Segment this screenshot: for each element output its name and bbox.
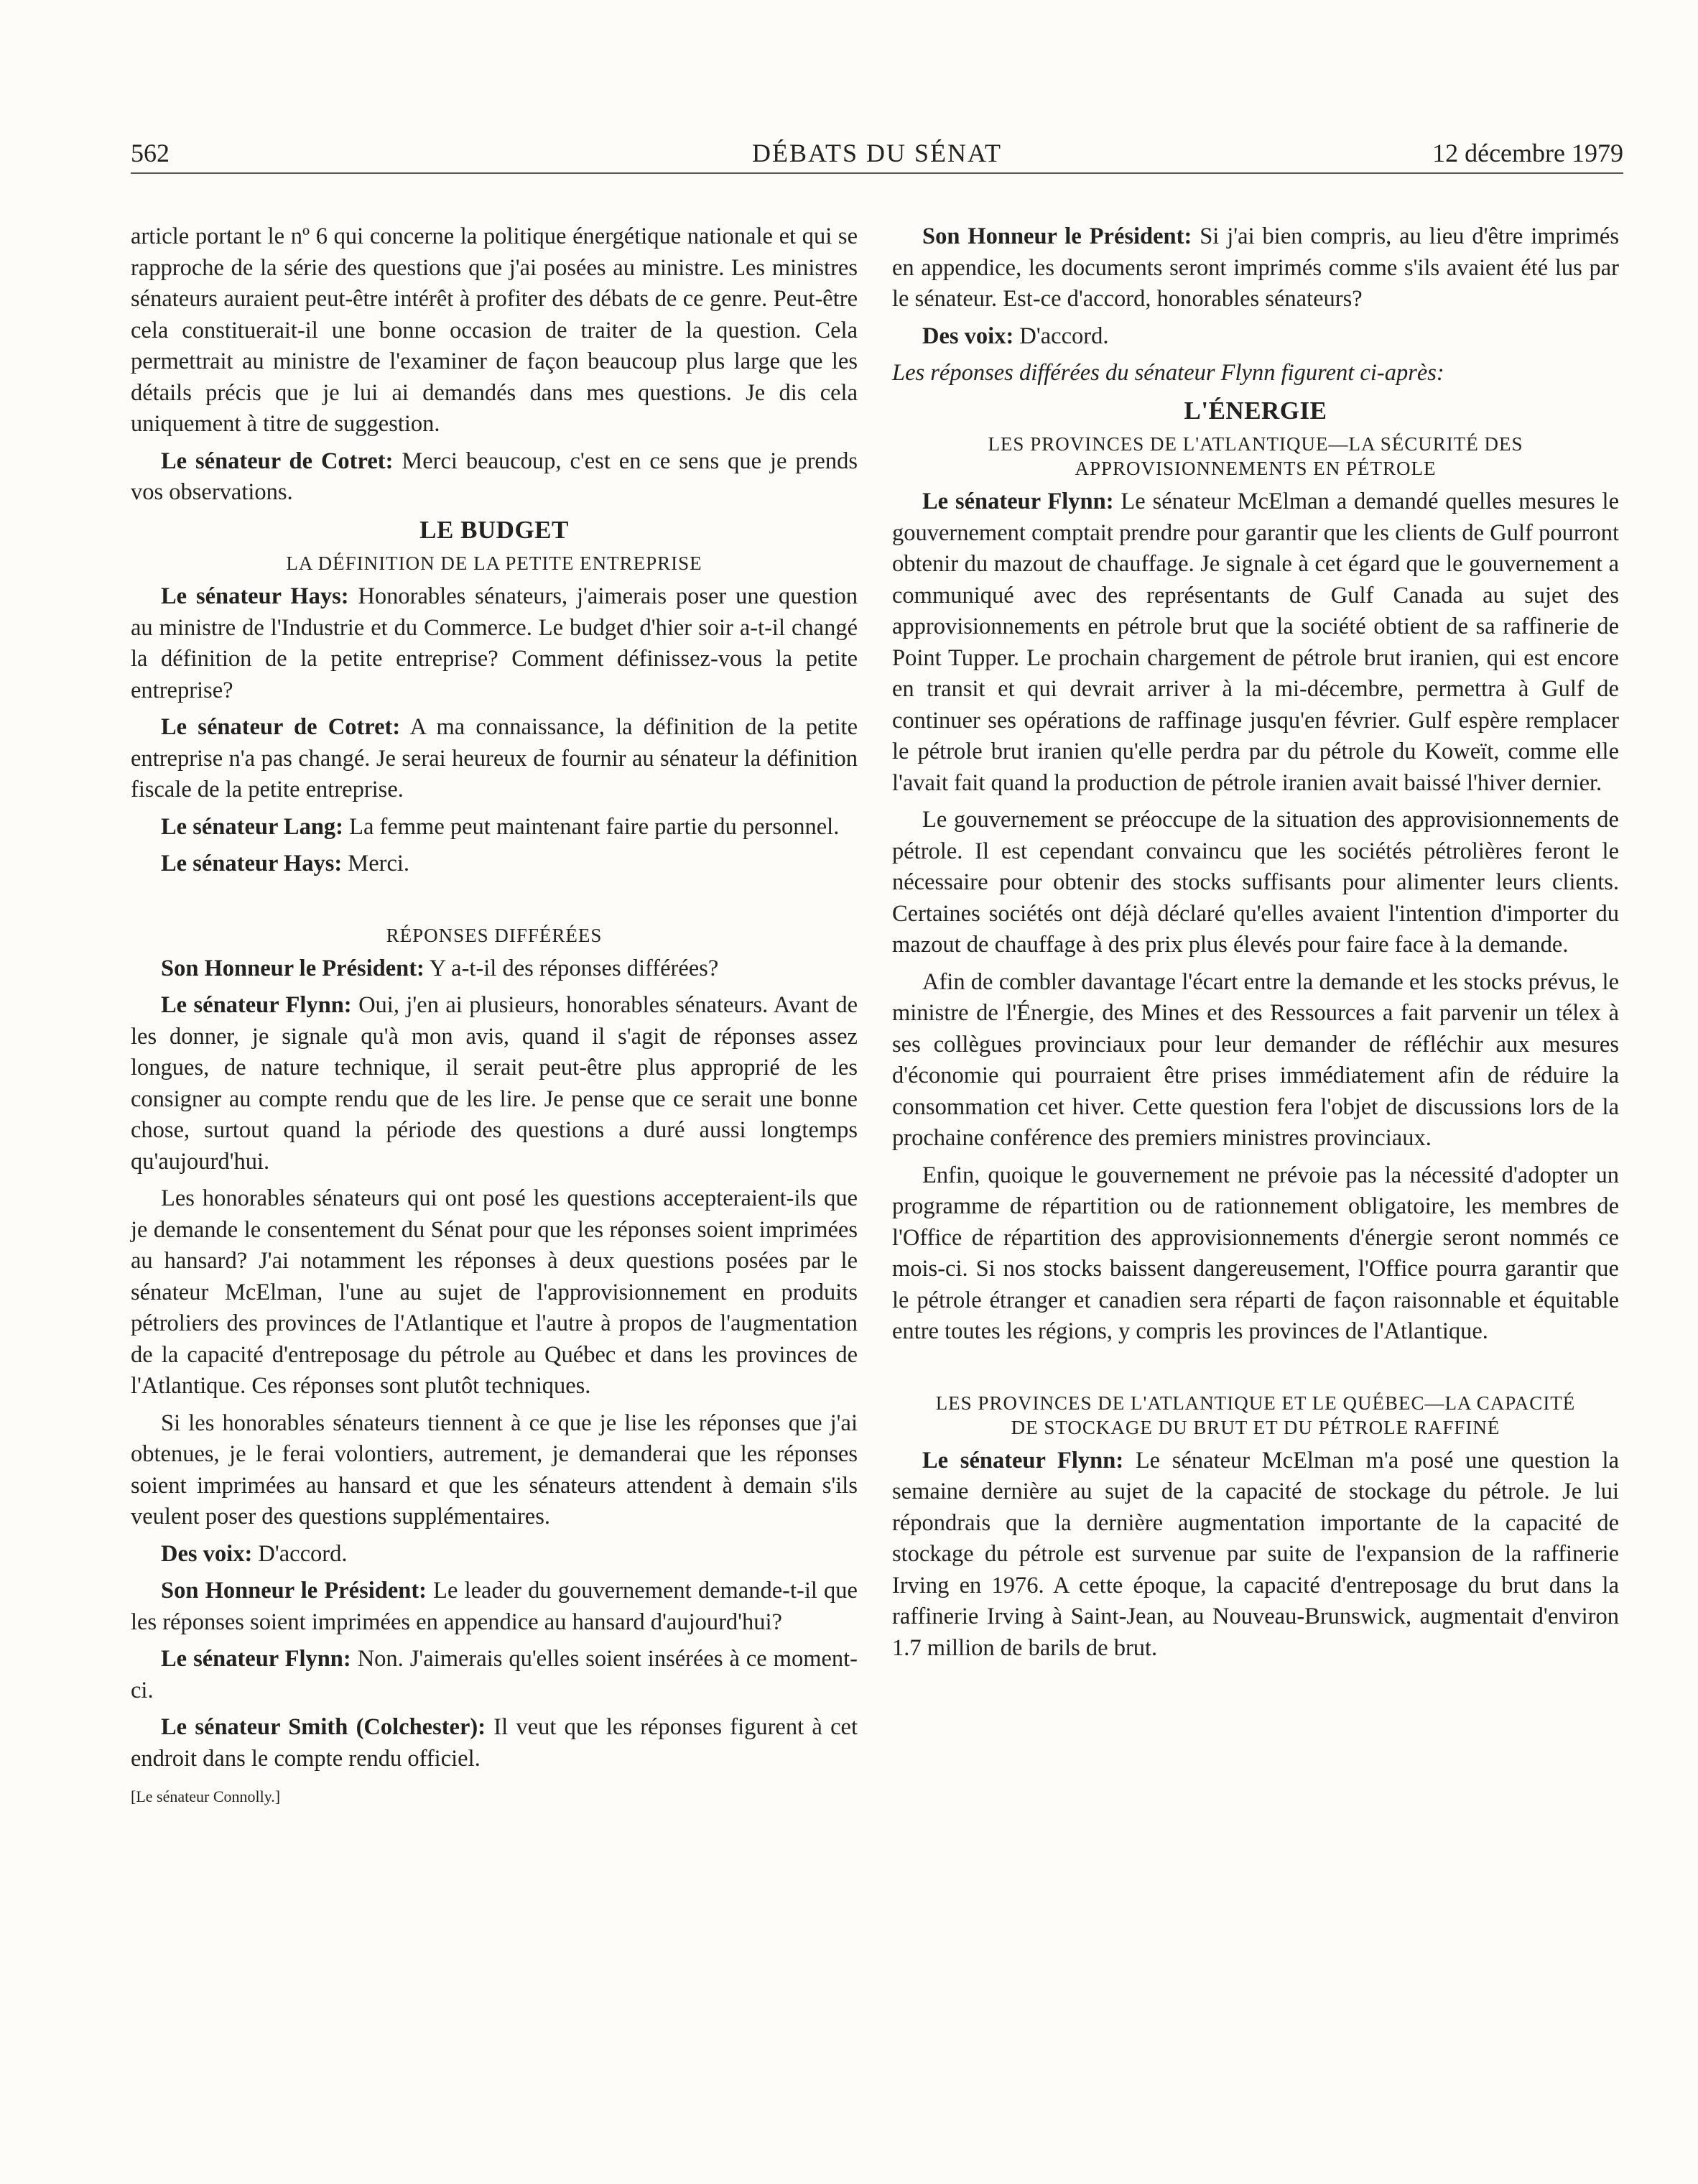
subheading-line: LES PROVINCES DE L'ATLANTIQUE—LA SÉCURITÉ DES [988,433,1523,455]
speaker-name: Des voix: [161,1540,253,1567]
speaker-name: Son Honneur le Président: [161,955,424,981]
speaker-name: Le sénateur Lang: [161,813,343,840]
paragraph [892,321,1619,353]
speech-text: Si j'ai bien compris, au lieu d'être imprimés en appendice, les documents seront imprimés comme s'ils avaient été lus par le sénateur. Est-ce d'accord, honorables sénateurs? [892,223,1619,312]
speech-text: La femme peut maintenant faire partie du personnel. [343,813,840,840]
speaker-name: Le sénateur de Cotret: [161,714,401,740]
section-subheading [892,432,1619,481]
speaker-name: Son Honneur le Président: [922,223,1192,249]
speech-text: D'accord. [252,1540,348,1567]
page-date: 12 décembre 1979 [1432,139,1623,167]
paragraph [892,486,1619,799]
speech-text: Il veut que les réponses figurent à cet endroit dans le compte rendu officiel. [131,1714,858,1772]
speech-text: Le sénateur McElman a demandé quelles mesures le gouvernement comptait prendre pour garantir que les clients de Gulf pourront obtenir du mazout de chauffage. Je signale à cet égard que le gouvernement a communiqué avec des représentants de Gulf Canada au sujet des approvisionnements en pétrole brut que la société obtient de sa raffinerie de Point Tupper. Le prochain chargement de pétrole brut iranien, qui est encore en transit et qui devrait arriver à la mi-décembre, permettra à Gulf de continuer ses opérations de raffinage jusqu'en février. Gulf espère remplacer le pétrole brut iranien qu'elle perdra par du pétrole du Koweït, comme elle l'avait fait quand la production de pétrole iranien avait baissé l'hiver dernier. [892,489,1620,796]
footnote: [Le sénateur Connolly.] [131,1787,281,1805]
paragraph [131,990,858,1177]
section-subheading: RÉPONSES DIFFÉRÉES [386,924,603,946]
speaker-name: Le sénateur Hays: [161,583,349,609]
section-heading: L'ÉNERGIE [1184,396,1327,425]
speaker-name: Le sénateur Hays: [161,851,343,876]
speech-text: Y a-t-il des réponses différées? [424,955,719,981]
section-subheading: LA DÉFINITION DE LA PETITE ENTREPRISE [286,552,702,574]
speech-text: Merci. [342,851,410,876]
page-header [131,136,1623,174]
speech-text: Non. J'aimerais qu'elles soient insérées à ce moment-ci. [131,1646,858,1703]
speaker-name: Des voix: [922,323,1014,349]
speech-text: Honorables sénateurs, j'aimerais poser une question au ministre de l'Industrie et du Commerce. Le budget d'hier soir a-t-il changé la définition de la petite entreprise? Comment définissez-vous la petite entreprise? [131,583,858,703]
paragraph [131,1575,858,1638]
paragraph: Le gouvernement se préoccupe de la situation des approvisionnements de pétrole. Il est cependant convaincu que les sociétés pétrolières feront le nécessaire pour obtenir des stocks suffisants pour alimenter leurs clients. Certaines sociétés ont déjà déclaré qu'elles avaient l'intention d'importer du mazout de chauffage à des prix plus élevés pour faire face à la demande. [892,807,1619,958]
left-column [131,221,858,1813]
speech-text: D'accord. [1013,323,1109,349]
subheading-line: DE STOCKAGE DU BRUT ET DU PÉTROLE RAFFINÉ [1011,1416,1500,1438]
paragraph [131,1539,858,1570]
speech-text: Le leader du gouvernement demande-t-il que les réponses soient imprimées en appendice au hansard d'aujourd'hui? [131,1578,858,1635]
subheading-line: APPROVISIONNEMENTS EN PÉTROLE [1075,458,1437,479]
paragraph [131,446,858,509]
speaker-name: Son Honneur le Président: [161,1578,427,1604]
speaker-name: Le sénateur Flynn: [922,489,1114,514]
italic-note: Les réponses différées du sénateur Flynn figurent ci-après: [892,360,1444,386]
subheading-line: LES PROVINCES DE L'ATLANTIQUE ET LE QUÉBEC—LA CAPACITÉ [935,1392,1576,1414]
paragraph [131,848,858,880]
paragraph: Afin de combler davantage l'écart entre la demande et les stocks prévus, le ministre de l'Énergie, des Mines et des Ressources a fait parvenir un télex à ses collègues provinciaux pour leur demander de réfléchir aux mesures d'économie qui pourraient être prises immédiatement afin de réduire la consommation cet hiver. Cette question fera l'objet de discussions lors de la prochaine conférence des premiers ministres provinciaux. [892,968,1619,1151]
speaker-name: Le sénateur Flynn: [161,1646,351,1672]
speech-text: Oui, j'en ai plusieurs, honorables sénateurs. Avant de les donner, je signale qu'à mon avis, quand il s'agit de réponses assez longues, de nature technique, il serait peut-être plus approprié de les consigner au compte rendu que de les lire. Je pense que ce serait une bonne chose, surtout quand la période des questions a duré aussi longtemps qu'aujourd'hui. [131,992,858,1175]
paragraph: Enfin, quoique le gouvernement ne prévoie pas la nécessité d'adopter un programme de répartition ou de rationnement obligatoire, les membres de l'Office de répartition des approvisionnements d'énergie seront nommés ce mois-ci. Si nos stocks baissent dangereusement, l'Office pourra garantir que le pétrole étranger et canadien sera réparti de façon raisonnable et équitable entre toutes les régions, y compris les provinces de l'Atlantique. [892,1162,1619,1344]
section-heading: LE BUDGET [419,515,569,544]
paragraph [892,1445,1619,1665]
speaker-name: Le sénateur Flynn: [922,1447,1124,1473]
section-subheading [892,1391,1619,1440]
page-number: 562 [131,139,170,167]
paragraph [131,812,858,843]
right-column [892,221,1619,1670]
speech-text: A ma connaissance, la définition de la petite entreprise n'a pas changé. Je serai heureux de fournir au sénateur la définition fiscale de la petite entreprise. [131,714,858,802]
paragraph: Si les honorables sénateurs tiennent à ce que je lise les réponses que j'ai obtenues, je le ferai volontiers, autrement, je demanderai que les réponses soient imprimées au hansard et que les sénateurs attendent à demain s'ils veulent poser des questions supplémentaires. [131,1410,858,1530]
paragraph [892,221,1619,315]
speaker-name: Le sénateur Smith (Colchester): [161,1714,486,1740]
paragraph: article portant le nº 6 qui concerne la politique énergétique nationale et qui se rapproche de la série des questions que j'ai posées au ministre. Les ministres sénateurs auraient peut-être intérêt à profiter des débats de ce genre. Peut-être cela constituerait-il une bonne occasion de traiter de la question. Cela permettrait au ministre de l'examiner de façon beaucoup plus large que les détails précis que je lui ai demandés dans mes questions. Je dis cela uniquement à titre de suggestion. [131,223,858,437]
paragraph: Les honorables sénateurs qui ont posé les questions accepteraient-ils que je demande le consentement du Sénat pour que les réponses soient imprimées au hansard? J'ai notamment les réponses à deux questions posées par le sénateur McElman, l'une au sujet de l'approvisionnement en produits pétroliers des provinces de l'Atlantique et l'autre à propos de l'augmentation de la capacité d'entreposage du pétrole au Québec et dans les provinces de l'Atlantique. Ces réponses sont plutôt techniques. [131,1185,858,1399]
paragraph [131,1644,858,1706]
speaker-name: Le sénateur de Cotret: [161,448,394,474]
publication-title: DÉBATS DU SÉNAT [751,139,1003,167]
paragraph [131,953,858,985]
paragraph [131,712,858,806]
speech-text: Le sénateur McElman m'a posé une question la semaine dernière au sujet de la capacité de stockage du pétrole. Je lui répondrais que la dernière augmentation importante de la capacité de stockage du pétrole est survenue par suite de l'expansion de la raffinerie Irving en 1976. A cette époque, la capacité d'entreposage du brut dans la raffinerie Irving à Saint-Jean, au Nouveau-Brunswick, augmentait d'environ 1.7 million de barils de brut. [892,1447,1619,1661]
paragraph [131,581,858,706]
speaker-name: Le sénateur Flynn: [161,992,352,1018]
speech-text: Merci beaucoup, c'est en ce sens que je prends vos observations. [131,448,858,505]
paragraph [131,1712,858,1774]
